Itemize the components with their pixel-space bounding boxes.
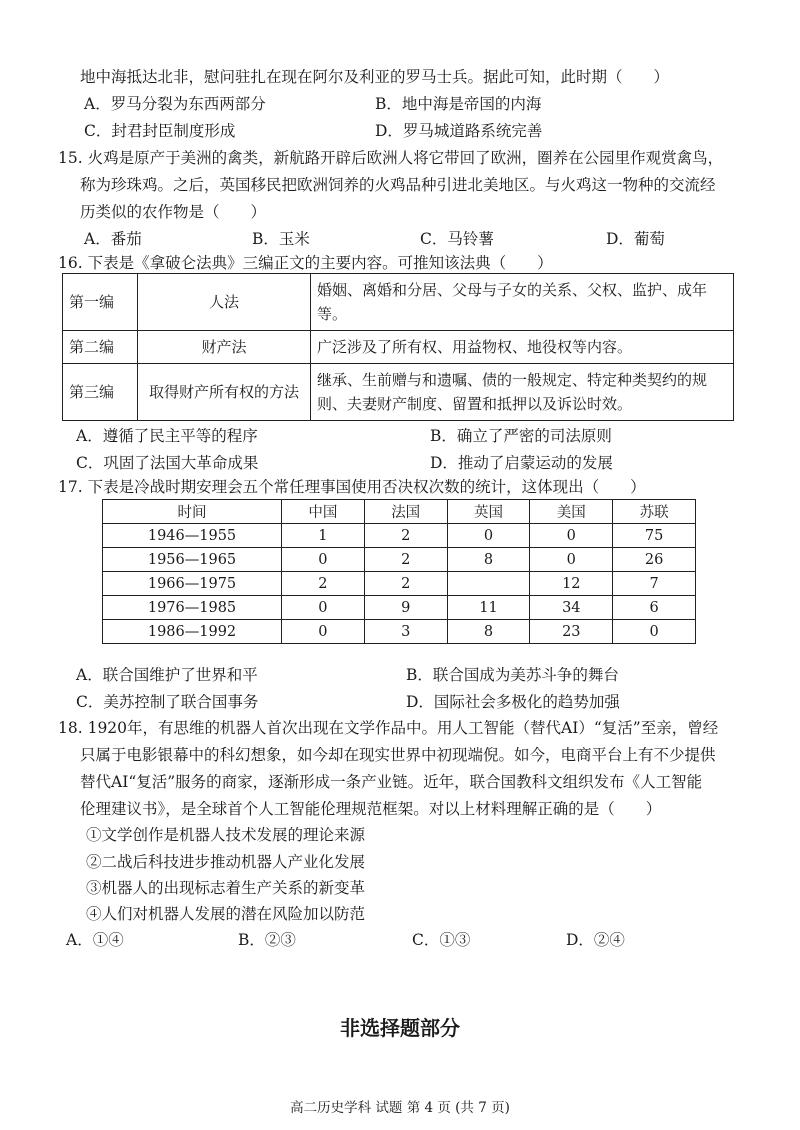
q14-option-a[interactable]: A．罗马分裂为东西两部分 <box>84 95 266 113</box>
table-cell: 2 <box>364 548 447 572</box>
table-cell: 1976—1985 <box>103 596 282 620</box>
q15-option-c[interactable]: C．马铃薯 <box>420 230 494 248</box>
q18-item-2: ②二战后科技进步推动机器人产业化发展 <box>86 853 366 871</box>
table-cell: 11 <box>447 596 530 620</box>
table-cell: 0 <box>282 548 365 572</box>
q18-option-a[interactable]: A．①④ <box>66 931 124 949</box>
table-cell: 婚姻、离婚和分居、父母与子女的关系、父权、监护、成年等。 <box>311 274 734 331</box>
q18-stem-line-1: 18. 1920年，有思维的机器人首次出现在文学作品中。用人工智能（替代AI）“复活”至亲，曾经 <box>58 719 719 737</box>
table-cell: 23 <box>530 620 613 644</box>
table-cell: 34 <box>530 596 613 620</box>
column-header-france: 法国 <box>364 500 447 524</box>
table-cell: 0 <box>447 524 530 548</box>
napoleonic-code-table <box>62 273 734 421</box>
table-cell: 1986—1992 <box>103 620 282 644</box>
column-header-china: 中国 <box>282 500 365 524</box>
table-cell: 0 <box>613 620 696 644</box>
q14-option-c[interactable]: C．封君封臣制度形成 <box>84 122 236 140</box>
table-cell: 75 <box>613 524 696 548</box>
q15-option-a[interactable]: A．番茄 <box>84 230 142 248</box>
table-cell: 1966—1975 <box>103 572 282 596</box>
q18-item-3: ③机器人的出现标志着生产关系的新变革 <box>86 879 366 897</box>
q14-option-d[interactable]: D．罗马城道路系统完善 <box>375 122 543 140</box>
q16-stem: 16. 下表是《拿破仑法典》三编正文的主要内容。可推知该法典（ ） <box>58 254 553 272</box>
table-cell: 8 <box>447 620 530 644</box>
column-header-ussr: 苏联 <box>613 500 696 524</box>
q17-option-c[interactable]: C．美苏控制了联合国事务 <box>76 693 259 711</box>
q18-item-4: ④人们对机器人发展的潜在风险加以防范 <box>86 905 366 923</box>
table-cell: 2 <box>282 572 365 596</box>
page-footer: 高二历史学科 试题 第 4 页 (共 7 页) <box>290 1100 510 1116</box>
q15-stem-line-1: 15. 火鸡是原产于美洲的禽类，新航路开辟后欧洲人将它带回了欧洲，圈养在公园里作观赏禽鸟， <box>58 149 724 167</box>
q16-option-b[interactable]: B．确立了严密的司法原则 <box>430 427 612 445</box>
q16-option-c[interactable]: C．巩固了法国大革命成果 <box>76 454 259 472</box>
q15-stem-line-3: 历类似的农作物是（ ） <box>80 203 267 221</box>
q17-stem: 17. 下表是冷战时期安理会五个常任理事国使用否决权次数的统计，这体现出（ ） <box>58 478 646 496</box>
table-row <box>63 364 734 421</box>
q18-item-1: ①文学创作是机器人技术发展的理论来源 <box>86 826 366 844</box>
q15-option-b[interactable]: B．玉米 <box>252 230 310 248</box>
table-cell: 26 <box>613 548 696 572</box>
table-row <box>63 274 734 331</box>
q17-option-a[interactable]: A．联合国维护了世界和平 <box>76 666 258 684</box>
table-cell: 3 <box>364 620 447 644</box>
table-cell <box>447 572 530 596</box>
table-cell: 0 <box>530 548 613 572</box>
q17-option-d[interactable]: D．国际社会多极化的趋势加强 <box>406 693 620 711</box>
table-cell: 2 <box>364 572 447 596</box>
table-cell: 2 <box>364 524 447 548</box>
table-cell: 继承、生前赠与和遗嘱、债的一般规定、特定种类契约的规则、夫妻财产制度、留置和抵押以及诉讼时效。 <box>311 364 734 421</box>
q15-option-d[interactable]: D．葡萄 <box>606 230 665 248</box>
table-cell: 0 <box>282 596 365 620</box>
table-cell: 广泛涉及了所有权、用益物权、地役权等内容。 <box>311 331 734 364</box>
q16-option-a[interactable]: A．遵循了民主平等的程序 <box>76 427 258 445</box>
table-cell: 财产法 <box>138 331 311 364</box>
veto-statistics-table <box>102 499 696 644</box>
table-cell: 7 <box>613 572 696 596</box>
table-cell: 第一编 <box>63 274 138 331</box>
q15-stem-line-2: 称为珍珠鸡。之后，英国移民把欧洲饲养的火鸡品种引进北美地区。与火鸡这一物种的交流经 <box>80 176 716 194</box>
table-cell: 1 <box>282 524 365 548</box>
table-cell: 第二编 <box>63 331 138 364</box>
table-row <box>103 548 696 572</box>
q18-stem-line-2: 只属于电影银幕中的科幻想象，如今却在现实世界中初现端倪。如今，电商平台上有不少提供 <box>80 746 716 764</box>
q18-stem-line-4: 伦理建议书》，是全球首个人工智能伦理规范框架。对以上材料理解正确的是（ ） <box>80 800 662 818</box>
table-cell: 12 <box>530 572 613 596</box>
q14-stem-continuation: 地中海抵达北非，慰问驻扎在现在阿尔及利亚的罗马士兵。据此可知，此时期（ ） <box>80 68 670 86</box>
q18-stem-line-3: 替代AI“复活”服务的商家，逐渐形成一条产业链。近年，联合国教科文组织发布《人工智能 <box>80 773 703 791</box>
column-header-period: 时间 <box>103 500 282 524</box>
q17-option-b[interactable]: B．联合国成为美苏斗争的舞台 <box>406 666 619 684</box>
table-row <box>103 524 696 548</box>
q18-option-d[interactable]: D．②④ <box>566 931 625 949</box>
q18-option-b[interactable]: B．②③ <box>238 931 296 949</box>
table-row <box>103 620 696 644</box>
table-cell: 1956—1965 <box>103 548 282 572</box>
column-header-usa: 美国 <box>530 500 613 524</box>
q14-option-b[interactable]: B．地中海是帝国的内海 <box>375 95 542 113</box>
table-row <box>103 572 696 596</box>
q16-option-d[interactable]: D．推动了启蒙运动的发展 <box>430 454 613 472</box>
table-cell: 取得财产所有权的方法 <box>138 364 311 421</box>
table-cell: 0 <box>282 620 365 644</box>
column-header-uk: 英国 <box>447 500 530 524</box>
table-cell: 9 <box>364 596 447 620</box>
table-cell: 第三编 <box>63 364 138 421</box>
section-title: 非选择题部分 <box>340 1016 460 1040</box>
table-cell: 8 <box>447 548 530 572</box>
table-row <box>103 596 696 620</box>
table-header-row <box>103 500 696 524</box>
table-row <box>63 331 734 364</box>
table-cell: 6 <box>613 596 696 620</box>
table-cell: 人法 <box>138 274 311 331</box>
table-cell: 0 <box>530 524 613 548</box>
table-cell: 1946—1955 <box>103 524 282 548</box>
q18-option-c[interactable]: C．①③ <box>412 931 471 949</box>
